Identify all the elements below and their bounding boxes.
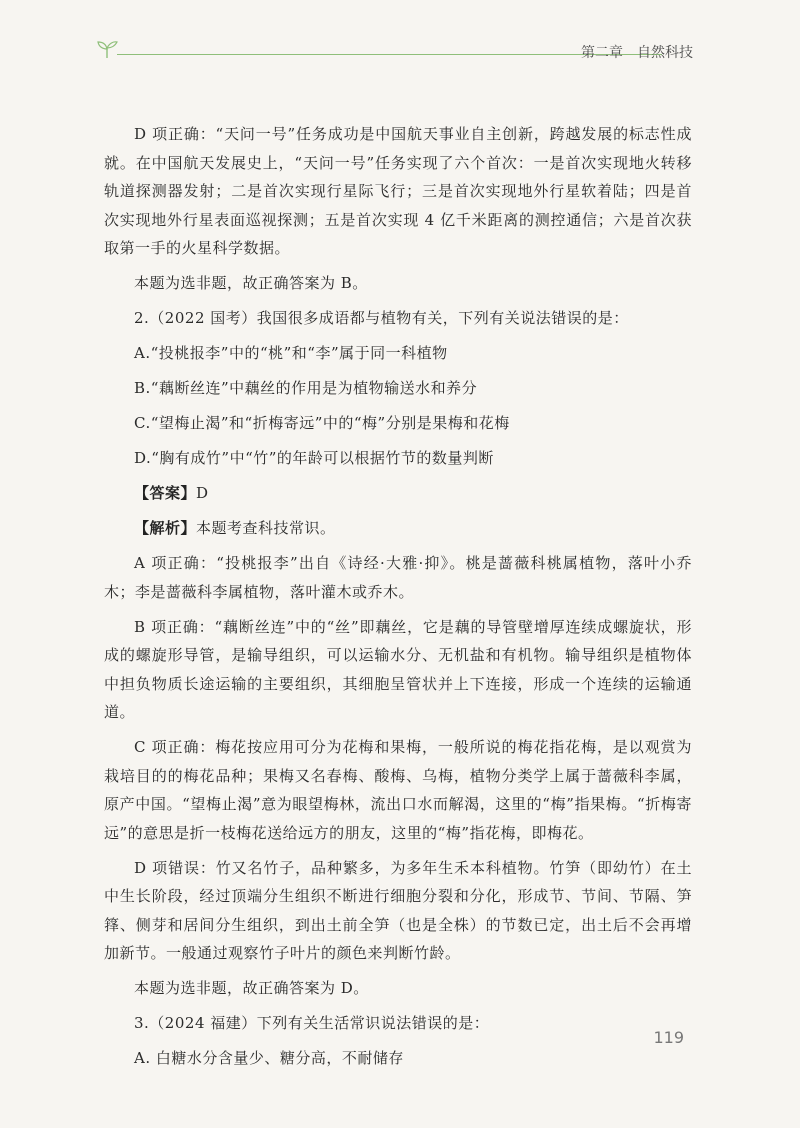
answer-label: 【答案】 — [134, 484, 197, 502]
analysis-value: 本题考查科技常识。 — [196, 519, 336, 537]
page-header — [95, 36, 695, 66]
question-2-option-a: A.“投桃报李”中的“桃”和“李”属于同一科植物 — [134, 344, 448, 362]
paragraph-d-correct: D 项正确：“天问一号”任务成功是中国航天事业自主创新，跨越发展的标志性成就。在中国航天发展史上，“天问一号”任务实现了六个首次：一是首次实现地火转移轨道探测器发射；二是首次实现行星际飞行；三是首次实现地外行星软着陆；四是首次实现地外行星表面巡视探测；五是首次实现 4 亿千米距离的测控通信；六是首次获取第一手的火星科学数据。 — [104, 125, 692, 257]
analysis-a: A 项正确：“投桃报李”出自《诗经·大雅·抑》。桃是蔷薇科桃属植物，落叶小乔木；李是蔷薇科李属植物，落叶灌木或乔木。 — [104, 554, 692, 601]
chapter-title: 第二章 自然科技 — [581, 45, 693, 61]
page-body — [104, 120, 692, 1079]
question-3: 3.（2024 福建）下列有关生活常识说法错误的是： — [134, 1014, 490, 1032]
analysis-b: B 项正确：“藕断丝连”中的“丝”即藕丝，它是藕的导管壁增厚连续成螺旋状，形成的螺旋形导管，是输导组织，可以运输水分、无机盐和有机物。输导组织是植物体中担负物质长途运输的主要组织，其细胞呈管状并上下连接，形成一个连续的运输通道。 — [104, 617, 692, 721]
paragraph-conclusion-2: 本题为选非题，故正确答案为 D。 — [134, 979, 369, 997]
question-3-option-a: A. 白糖水分含量少、糖分高，不耐储存 — [134, 1049, 404, 1067]
analysis-line — [104, 514, 692, 543]
answer-line — [104, 479, 692, 508]
question-2-option-d: D.“胸有成竹”中“竹”的年龄可以根据竹节的数量判断 — [134, 449, 494, 467]
analysis-label: 【解析】 — [134, 519, 197, 537]
page-number: 119 — [653, 1028, 684, 1047]
analysis-c: C 项正确：梅花按应用可分为花梅和果梅，一般所说的梅花指花梅，是以观赏为栽培目的的梅花品种；果梅又名春梅、酸梅、乌梅，植物分类学上属于蔷薇科李属，原产中国。“望梅止渴”意为眼望梅林，流出口水而解渴，这里的“梅”指果梅。“折梅寄远”的意思是折一枝梅花送给远方的朋友，这里的“梅”指花梅，即梅花。 — [104, 738, 692, 842]
sprout-icon — [95, 36, 119, 60]
answer-value: D — [196, 484, 209, 502]
paragraph-conclusion-1: 本题为选非题，故正确答案为 B。 — [134, 274, 368, 292]
analysis-d: D 项错误：竹又名竹子，品种繁多，为多年生禾本科植物。竹笋（即幼竹）在土中生长阶段，经过顶端分生组织不断进行细胞分裂和分化，形成节、节间、节隔、笋箨、侧芽和居间分生组织，到出土前全笋（也是全株）的节数已定，出土后不会再增加新节。一般通过观察竹子叶片的颜色来判断竹龄。 — [104, 858, 692, 962]
question-2-option-c: C.“望梅止渴”和“折梅寄远”中的“梅”分别是果梅和花梅 — [134, 414, 510, 432]
question-2-option-b: B.“藕断丝连”中藕丝的作用是为植物输送水和养分 — [134, 379, 478, 397]
question-2: 2.（2022 国考）我国很多成语都与植物有关，下列有关说法错误的是： — [134, 309, 629, 327]
